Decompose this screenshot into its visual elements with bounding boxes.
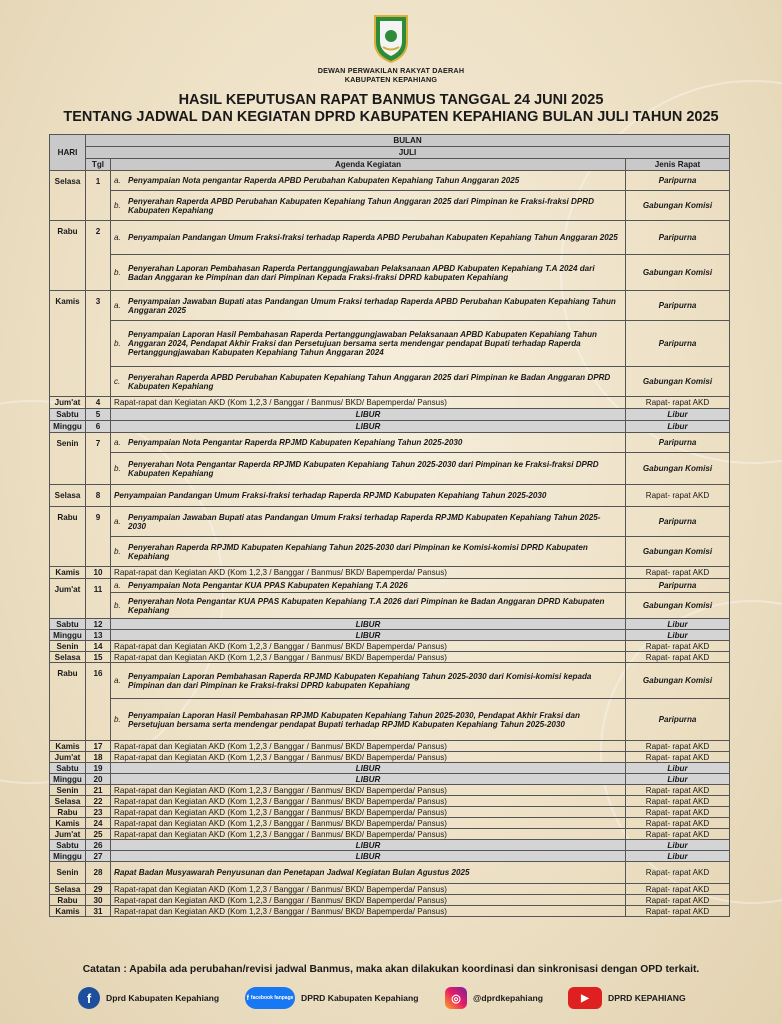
agenda-item-text: Penyampaian Laporan Hasil Pembahasan RPJMD Kabupaten Kepahiang Tahun 2025-2030, Pendapat Akhir Fraksi dan Persetujuan bersama serta mendengar pendapat Bupati terhadap RPJMD Kabupaten Kepahiang Tahun 2025-2030 [128,710,580,729]
row-meeting-type: Rapat- rapat AKD [626,397,730,409]
row-meeting-type: Paripurna [626,171,730,191]
row-meeting-type: Libur [626,619,730,630]
row-agenda: Rapat-rapat dan Kegiatan AKD (Kom 1,2,3 / Banggar / Banmus/ BKD/ Bapemperda/ Pansus) [111,752,626,763]
schedule-row [50,906,730,917]
row-meeting-type: Gabungan Komisi [626,593,730,619]
row-meeting-type: Paripurna [626,433,730,453]
row-meeting-type: Libur [626,763,730,774]
institution-region: KABUPATEN KEPAHIANG [344,75,438,84]
row-day: Selasa [50,485,86,507]
row-day: Sabtu [50,763,86,774]
row-date: 1 [86,171,111,221]
row-agenda [111,367,626,397]
row-day: Jum'at [50,752,86,763]
row-agenda: Rapat-rapat dan Kegiatan AKD (Kom 1,2,3 / Banggar / Banmus/ BKD/ Bapemperda/ Pansus) [111,895,626,906]
row-day: Sabtu [50,409,86,421]
row-meeting-type: Paripurna [626,291,730,321]
agenda-item-letter: a. [114,300,121,310]
instagram-icon: ◎ [445,987,467,1009]
row-date: 26 [86,840,111,851]
document-subtitle: TENTANG JADWAL DAN KEGIATAN DPRD KABUPATEN KEPAHIANG BULAN JULI TAHUN 2025 [63,109,719,125]
row-meeting-type: Gabungan Komisi [626,663,730,699]
row-day: Selasa [50,171,86,221]
schedule-row [50,652,730,663]
schedule-row [50,221,730,255]
social-facebook-fanpage[interactable] [245,987,418,1009]
row-date: 18 [86,752,111,763]
row-date: 24 [86,818,111,829]
row-meeting-type: Rapat- rapat AKD [626,641,730,652]
row-day: Kamis [50,567,86,579]
row-meeting-type: Libur [626,774,730,785]
row-agenda [111,579,626,593]
row-day: Senin [50,641,86,652]
agenda-item-text: Penyampaian Nota Pengantar KUA PPAS Kabupaten Kepahiang T.A 2026 [128,581,408,591]
agenda-item-letter: b. [114,200,121,210]
schedule-row [50,818,730,829]
header-jenis: Jenis Rapat [626,159,730,171]
row-day: Senin [50,433,86,485]
row-date: 20 [86,774,111,785]
row-day: Jum'at [50,397,86,409]
row-agenda: Rapat-rapat dan Kegiatan AKD (Kom 1,2,3 / Banggar / Banmus/ BKD/ Bapemperda/ Pansus) [111,652,626,663]
schedule-row [50,191,730,221]
row-date: 23 [86,807,111,818]
row-meeting-type: Gabungan Komisi [626,367,730,397]
schedule-row [50,829,730,840]
row-meeting-type: Rapat- rapat AKD [626,818,730,829]
row-meeting-type: Paripurna [626,321,730,367]
agenda-item-text: Penyampaian Laporan Hasil Pembahasan Raperda Pertanggungjawaban Pelaksanaan APBD Kabupaten Kepahiang Tahun Anggaran 2024, Pendapat Akhir Fraksi dan Persetujuan bersama serta mendengar pendapat Bupati terhadap Raperda Pertanggungjawaban Kabupaten Kepahiang Tahun Anggaran 2024 [128,330,597,357]
row-meeting-type: Libur [626,840,730,851]
row-day: Rabu [50,895,86,906]
row-agenda [111,537,626,567]
row-meeting-type: Rapat- rapat AKD [626,807,730,818]
row-agenda: Rapat-rapat dan Kegiatan AKD (Kom 1,2,3 / Banggar / Banmus/ BKD/ Bapemperda/ Pansus) [111,796,626,807]
row-agenda: Rapat-rapat dan Kegiatan AKD (Kom 1,2,3 / Banggar / Banmus/ BKD/ Bapemperda/ Pansus) [111,829,626,840]
row-meeting-type: Rapat- rapat AKD [626,741,730,752]
row-agenda [111,191,626,221]
schedule-row [50,567,730,579]
row-meeting-type: Paripurna [626,699,730,741]
social-facebook-fanpage-label: DPRD Kabupaten Kepahiang [301,993,419,1003]
agenda-item-text: Penyerahan Nota Pengantar Raperda RPJMD Kabupaten Kepahiang Tahun 2025-2030 dari Pimpinan ke Fraksi-fraksi DPRD Kabupaten Kepahiang [128,459,599,478]
schedule-row [50,884,730,895]
row-date: 6 [86,421,111,433]
row-date: 9 [86,507,111,567]
row-meeting-type: Rapat- rapat AKD [626,567,730,579]
row-day: Minggu [50,630,86,641]
row-date: 11 [86,579,111,619]
facebook-fanpage-icon: f facebook fanpage [245,987,295,1009]
row-agenda: Rapat-rapat dan Kegiatan AKD (Kom 1,2,3 / Banggar / Banmus/ BKD/ Bapemperda/ Pansus) [111,741,626,752]
row-meeting-type: Rapat- rapat AKD [626,752,730,763]
row-date: 8 [86,485,111,507]
row-day: Kamis [50,906,86,917]
row-meeting-type: Paripurna [626,507,730,537]
agenda-item-text: Penyampaian Jawaban Bupati atas Pandangan Umum Fraksi terhadap Raperda RPJMD Kabupaten Kepahiang Tahun 2025-2030 [128,512,601,531]
row-agenda: LIBUR [111,840,626,851]
row-day: Sabtu [50,619,86,630]
row-day: Rabu [50,807,86,818]
row-agenda: Rapat-rapat dan Kegiatan AKD (Kom 1,2,3 / Banggar / Banmus/ BKD/ Bapemperda/ Pansus) [111,397,626,409]
row-agenda: Penyampaian Pandangan Umum Fraksi-fraksi terhadap Raperda RPJMD Kabupaten Kepahiang Tahun 2025-2030 [111,485,626,507]
agenda-item-text: Penyerahan Raperda APBD Perubahan Kabupaten Kepahiang Tahun Anggaran 2025 dari Pimpinan ke Fraksi-fraksi DPRD Kabupaten Kepahiang [128,196,594,215]
row-day: Minggu [50,774,86,785]
row-day: Senin [50,785,86,796]
row-agenda: LIBUR [111,774,626,785]
agenda-item-text: Penyampaian Nota pengantar Raperda APBD Perubahan Kabupaten Kepahiang Tahun Anggaran 2025 [128,176,520,186]
row-meeting-type: Gabungan Komisi [626,255,730,291]
agenda-item-text: Penyerahan Nota Pengantar KUA PPAS Kabupaten Kepahiang T.A 2026 dari Pimpinan ke Badan Anggaran DPRD Kabupaten Kepahiang [128,596,605,615]
row-meeting-type: Rapat- rapat AKD [626,829,730,840]
schedule-row [50,433,730,453]
schedule-table [49,134,730,917]
row-meeting-type: Paripurna [626,579,730,593]
row-date: 12 [86,619,111,630]
schedule-row [50,663,730,699]
row-agenda [111,291,626,321]
row-date: 16 [86,663,111,741]
row-meeting-type: Rapat- rapat AKD [626,906,730,917]
row-agenda: LIBUR [111,630,626,641]
agenda-item-letter: a. [114,437,121,447]
row-date: 4 [86,397,111,409]
schedule-row [50,699,730,741]
row-day: Jum'at [50,579,86,619]
row-date: 29 [86,884,111,895]
agenda-item-text: Penyerahan Laporan Pembahasan Raperda Pertanggungjawaban Pelaksanaan APBD Kabupaten Kepahiang T.A 2024 dari Badan Anggaran ke Pimpinan dan dari Pimpinan Kepada Fraksi-fraksi DPRD kabupaten Kepahiang [128,263,595,282]
agenda-item-letter: a. [114,516,121,526]
row-date: 27 [86,851,111,862]
row-meeting-type: Rapat- rapat AKD [626,862,730,884]
agenda-item-letter: a. [114,675,121,685]
facebook-icon: f [78,987,100,1009]
row-day: Minggu [50,851,86,862]
row-agenda [111,453,626,485]
row-agenda: LIBUR [111,619,626,630]
row-agenda [111,593,626,619]
row-agenda: Rapat-rapat dan Kegiatan AKD (Kom 1,2,3 / Banggar / Banmus/ BKD/ Bapemperda/ Pansus) [111,807,626,818]
row-date: 13 [86,630,111,641]
row-agenda [111,507,626,537]
row-day: Selasa [50,884,86,895]
row-date: 2 [86,221,111,291]
agenda-item-letter: a. [114,175,121,185]
dprd-logo [371,12,411,64]
schedule-row [50,862,730,884]
schedule-rows [50,171,730,917]
social-facebook-label: Dprd Kabupaten Kepahiang [106,993,220,1003]
row-meeting-type: Libur [626,409,730,421]
row-date: 14 [86,641,111,652]
schedule-row [50,741,730,752]
row-agenda [111,255,626,291]
schedule-row [50,630,730,641]
agenda-item-text: Penyampaian Pandangan Umum Fraksi-fraksi terhadap Raperda APBD Perubahan Kabupaten Kepahiang Tahun Anggaran 2025 [128,233,618,243]
social-facebook[interactable] [78,987,219,1009]
schedule-row [50,485,730,507]
row-agenda: LIBUR [111,851,626,862]
schedule-row [50,641,730,652]
schedule-row [50,409,730,421]
row-day: Minggu [50,421,86,433]
row-meeting-type: Libur [626,851,730,862]
social-instagram-label: @dprdkepahiang [473,993,543,1003]
schedule-row [50,255,730,291]
row-meeting-type: Gabungan Komisi [626,537,730,567]
schedule-row [50,840,730,851]
agenda-item-letter: b. [114,714,121,724]
row-agenda [111,433,626,453]
agenda-item-letter: c. [114,376,121,386]
row-date: 30 [86,895,111,906]
row-date: 15 [86,652,111,663]
row-meeting-type: Libur [626,630,730,641]
youtube-icon: ▶ [568,987,602,1009]
agenda-item-text: Penyerahan Raperda RPJMD Kabupaten Kepahiang Tahun 2025-2030 dari Pimpinan ke Komisi-komisi DPRD Kabupaten Kepahiang [128,542,588,561]
schedule-row [50,593,730,619]
row-meeting-type: Rapat- rapat AKD [626,796,730,807]
row-date: 25 [86,829,111,840]
schedule-row [50,171,730,191]
agenda-item-letter: b. [114,338,121,348]
row-date: 22 [86,796,111,807]
row-agenda: Rapat-rapat dan Kegiatan AKD (Kom 1,2,3 / Banggar / Banmus/ BKD/ Bapemperda/ Pansus) [111,884,626,895]
row-day: Rabu [50,221,86,291]
schedule-row [50,796,730,807]
agenda-item-text: Penyerahan Raperda APBD Perubahan Kabupaten Kepahiang Tahun Anggaran 2025 dari Pimpinan ke Badan Anggaran DPRD Kabupaten Kepahiang [128,372,611,391]
row-date: 28 [86,862,111,884]
institution-name: DEWAN PERWAKILAN RAKYAT DAERAH [317,66,465,75]
agenda-item-letter: a. [114,232,121,242]
schedule-row [50,579,730,593]
schedule-row [50,895,730,906]
social-youtube[interactable] [568,987,686,1009]
schedule-row [50,619,730,630]
row-meeting-type: Gabungan Komisi [626,191,730,221]
row-agenda: Rapat-rapat dan Kegiatan AKD (Kom 1,2,3 / Banggar / Banmus/ BKD/ Bapemperda/ Pansus) [111,641,626,652]
row-day: Rabu [50,507,86,567]
row-day: Selasa [50,796,86,807]
schedule-row [50,763,730,774]
row-day: Selasa [50,652,86,663]
row-meeting-type: Rapat- rapat AKD [626,652,730,663]
row-day: Jum'at [50,829,86,840]
schedule-row [50,453,730,485]
social-youtube-label: DPRD KEPAHIANG [608,993,686,1003]
row-agenda: LIBUR [111,409,626,421]
row-agenda [111,321,626,367]
agenda-item-letter: b. [114,600,121,610]
schedule-row [50,537,730,567]
row-date: 17 [86,741,111,752]
row-date: 10 [86,567,111,579]
document-title: HASIL KEPUTUSAN RAPAT BANMUS TANGGAL 24 JUNI 2025 [178,92,604,108]
row-meeting-type: Rapat- rapat AKD [626,485,730,507]
row-agenda [111,221,626,255]
header-tgl: Tgl [86,159,111,171]
row-day: Kamis [50,741,86,752]
header-bulan: BULAN [86,135,730,147]
row-date: 19 [86,763,111,774]
footer-note: Catatan : Apabila ada perubahan/revisi jadwal Banmus, maka akan dilakukan koordinasi dan sinkronisasi dengan OPD terkait. [82,964,700,975]
row-agenda: Rapat Badan Musyawarah Penyusunan dan Penetapan Jadwal Kegiatan Bulan Agustus 2025 [111,862,626,884]
row-agenda [111,171,626,191]
row-date: 7 [86,433,111,485]
document-header [0,8,782,126]
schedule-row [50,851,730,862]
social-media-bar [0,985,782,1011]
row-meeting-type: Rapat- rapat AKD [626,884,730,895]
row-agenda: Rapat-rapat dan Kegiatan AKD (Kom 1,2,3 / Banggar / Banmus/ BKD/ Bapemperda/ Pansus) [111,818,626,829]
agenda-item-letter: b. [114,267,121,277]
schedule-row [50,367,730,397]
row-agenda: LIBUR [111,421,626,433]
row-date: 5 [86,409,111,421]
agenda-item-letter: b. [114,546,121,556]
schedule-row [50,752,730,763]
row-date: 21 [86,785,111,796]
agenda-item-text: Penyampaian Laporan Pembahasan Raperda RPJMD Kabupaten Kepahiang Tahun 2025-2030 dari Komisi-komisi kepada Pimpinan dan dari Pimpinan ke Fraksi-fraksi DPRD kabupaten Kepahiang [128,671,592,690]
schedule-row [50,807,730,818]
agenda-item-letter: b. [114,463,121,473]
schedule-row [50,291,730,321]
schedule-row [50,421,730,433]
row-day: Kamis [50,818,86,829]
row-meeting-type: Libur [626,421,730,433]
schedule-row [50,785,730,796]
agenda-item-text: Penyampaian Nota Pengantar Raperda RPJMD Kabupaten Kepahiang Tahun 2025-2030 [128,438,463,448]
row-meeting-type: Rapat- rapat AKD [626,895,730,906]
row-meeting-type: Paripurna [626,221,730,255]
schedule-row [50,507,730,537]
schedule-row [50,774,730,785]
row-date: 3 [86,291,111,397]
row-agenda [111,663,626,699]
row-day: Kamis [50,291,86,397]
row-day: Rabu [50,663,86,741]
schedule-row [50,397,730,409]
header-hari: HARI [50,135,86,171]
row-agenda: Rapat-rapat dan Kegiatan AKD (Kom 1,2,3 / Banggar / Banmus/ BKD/ Bapemperda/ Pansus) [111,785,626,796]
row-agenda: Rapat-rapat dan Kegiatan AKD (Kom 1,2,3 / Banggar / Banmus/ BKD/ Bapemperda/ Pansus) [111,906,626,917]
row-day: Senin [50,862,86,884]
row-day: Sabtu [50,840,86,851]
header-agenda: Agenda Kegiatan [111,159,626,171]
schedule-row [50,321,730,367]
agenda-item-text: Penyampaian Jawaban Bupati atas Pandangan Umum Fraksi terhadap Raperda APBD Perubahan Kabupaten Kepahiang Tahun Anggaran 2025 [128,296,616,315]
social-instagram[interactable] [445,987,543,1009]
header-month: JULI [86,147,730,159]
row-date: 31 [86,906,111,917]
row-agenda [111,699,626,741]
row-meeting-type: Gabungan Komisi [626,453,730,485]
row-meeting-type: Rapat- rapat AKD [626,785,730,796]
row-agenda: Rapat-rapat dan Kegiatan AKD (Kom 1,2,3 / Banggar / Banmus/ BKD/ Bapemperda/ Pansus) [111,567,626,579]
row-agenda: LIBUR [111,763,626,774]
agenda-item-letter: a. [114,580,121,590]
